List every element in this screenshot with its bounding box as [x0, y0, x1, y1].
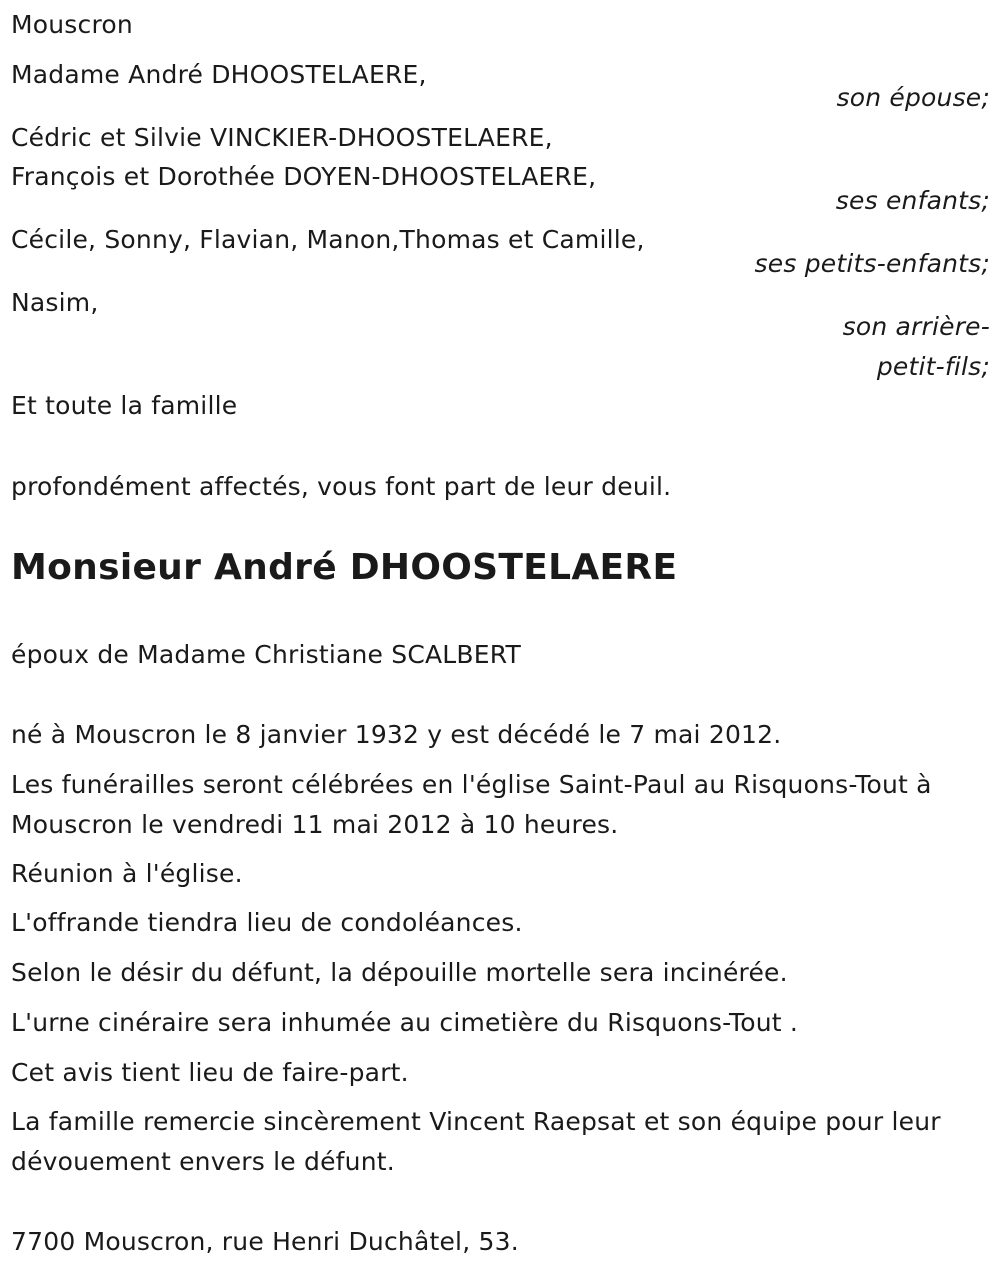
- grandchildren-role: ses petits-enfants;: [754, 249, 990, 278]
- birth-death-line: né à Mouscron le 8 janvier 1932 y est décédé le 7 mai 2012.: [11, 720, 782, 749]
- offering-line: L'offrande tiendra lieu de condoléances.: [11, 908, 523, 937]
- other-family: Et toute la famille: [11, 391, 238, 420]
- cremation-line: Selon le désir du défunt, la dépouille mortelle sera incinérée.: [11, 958, 788, 987]
- spouse-name: Madame André DHOOSTELAERE,: [11, 60, 427, 89]
- great-grandchild-role-line2: petit-fils;: [876, 352, 990, 381]
- announcement-text: profondément affectés, vous font part de leur deuil.: [11, 472, 672, 501]
- great-grandchild-role-line1: son arrière-: [842, 312, 990, 341]
- funeral-details: Les funérailles seront célébrées en l'église Saint-Paul au Risquons-Tout à Mouscron le vendredi 11 mai 2012 à 10 heures.: [11, 770, 932, 839]
- spouse-of-line: époux de Madame Christiane SCALBERT: [11, 640, 522, 669]
- address-line: 7700 Mouscron, rue Henri Duchâtel, 53.: [11, 1227, 519, 1256]
- deceased-name: Monsieur André DHOOSTELAERE: [11, 547, 678, 588]
- grandchildren-names: Cécile, Sonny, Flavian, Manon,Thomas et Camille,: [11, 225, 645, 254]
- children-role: ses enfants;: [835, 186, 990, 215]
- child-name-1: Cédric et Silvie VINCKIER-DHOOSTELAERE,: [11, 123, 553, 152]
- notice-line: Cet avis tient lieu de faire-part.: [11, 1058, 409, 1087]
- meeting-line: Réunion à l'église.: [11, 859, 243, 888]
- spouse-role: son épouse;: [836, 83, 990, 112]
- thanks-paragraph: La famille remercie sincèrement Vincent Raepsat et son équipe pour leur dévouement envers le défunt.: [11, 1107, 941, 1176]
- great-grandchild-name: Nasim,: [11, 288, 99, 317]
- urn-line: L'urne cinéraire sera inhumée au cimetière du Risquons-Tout .: [11, 1008, 799, 1037]
- city-heading: Mouscron: [11, 10, 133, 39]
- child-name-2: François et Dorothée DOYEN-DHOOSTELAERE,: [11, 162, 597, 191]
